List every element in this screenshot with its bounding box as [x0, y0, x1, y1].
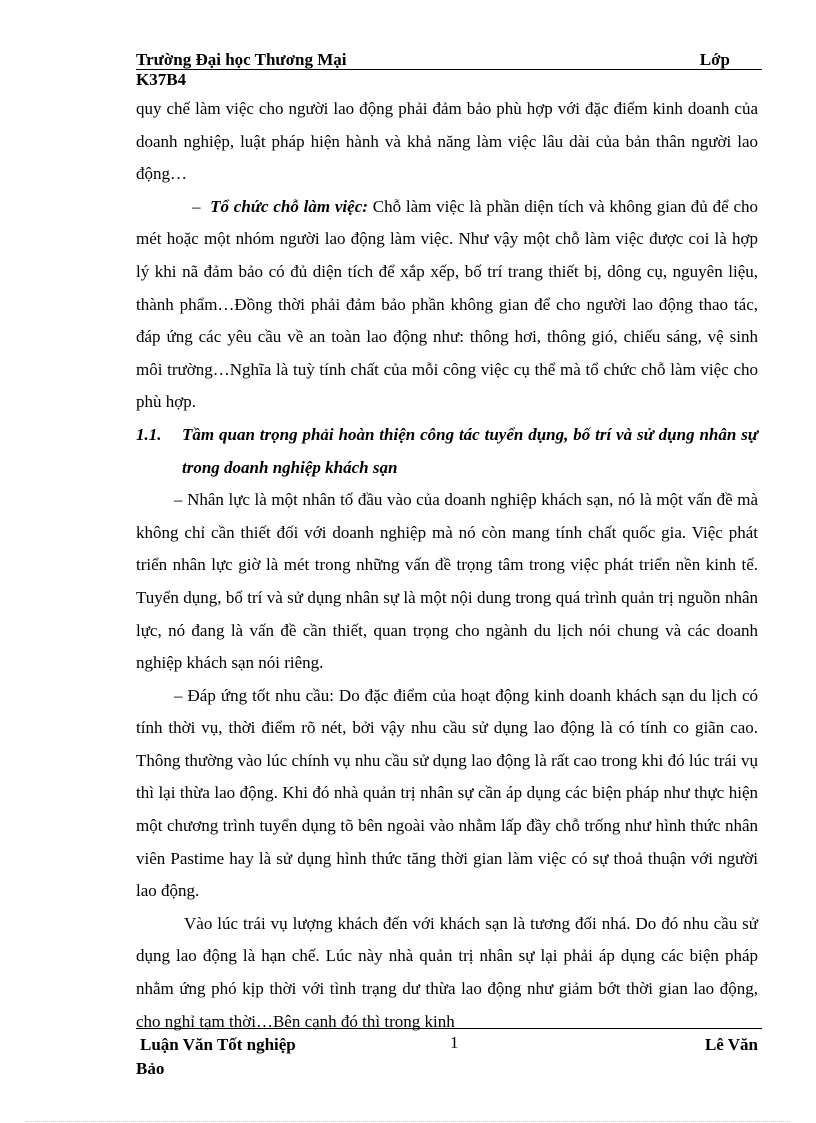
section-number: 1.1.	[136, 424, 162, 444]
paragraph-off-season: Vào lúc trái vụ lượng khách đến với khách sạn là tương đối nhá. Do đó nhu cầu sử dụng lao động là hạn chế. Lúc này nhà quản trị nhân sự lại phải áp dụng các biện pháp nhằm ứng phó kịp thời với tình trạng dư thừa lao động như giảm bớt thời gian lao động, cho nghỉ tạm thời…Bên cạnh đó thì trong kinh	[136, 913, 758, 1031]
workplace-text: Chỗ làm việc là phần diện tích và không gian đủ để cho mét hoặc một nhóm người lao động làm việc. Như vậy một chỗ làm việc được coi là hợp lý khi nã đảm bảo có đủ diện tích để xắp xếp, bố trí trang thiết bị, dông cụ, nguyên liệu, thành phẩm…Đồng thời phải đảm bảo phần không gian để cho người lao động thao tác, đáp ứng các yêu cầu về an toàn lao động như: thông hơi, thông gió, chiếu sáng, vệ sinh môi trường…Nghĩa là tuỳ tính chất của mỗi công việc cụ thể mà tổ chức chỗ làm việc cho phù hợp.	[136, 196, 759, 412]
paragraph-demand: – Đáp ứng tốt nhu cầu: Do đặc điểm của hoạt động kinh doanh khách sạn du lịch có tính thời vụ, thời điểm rõ nét, bởi vậy nhu cầu sử dụng lao động là có tính co giãn cao. Thông thường vào lúc chính vụ nhu cầu sử dụng lao động là rất cao trong khi đó lúc trái vụ thì lại thừa lao động. Khi đó nhà quản trị nhân sự cần áp dụng các biện pháp như thực hiện một chương trình tuyển dụng tõ bên ngoài vào nhằm lấp đầy chỗ trống như hình thức nhân viên Pastime hay là sử dụng hình thức tăng thời gian làm việc có sự thoả thuận với người lao động.	[136, 685, 758, 901]
header-university: Trường Đại học Thương Mại	[136, 50, 347, 69]
footer-row	[136, 1029, 762, 1059]
paragraph-1: quy chế làm việc cho người lao động phải đảm bảo phù hợp với đặc điểm kinh doanh của doanh nghiệp, luật pháp hiện hành và khả năng làm việc lâu dài của bản thân người lao động…	[136, 99, 758, 184]
footer-author-continuation: Bảo	[136, 1059, 165, 1078]
footer-author: Lê Văn	[704, 1035, 758, 1054]
body-text	[136, 93, 758, 1038]
workplace-heading: Tổ chức chỗ làm việc:	[210, 196, 368, 216]
header-class-label: Lớp	[699, 50, 730, 69]
section-title: Tầm quan trọng phải hoàn thiện công tác tuyển dụng, bố trí và sử dụng nhân sự trong doanh nghiệp khách sạn	[182, 424, 758, 477]
paragraph-human-resources: – Nhân lực là một nhân tố đầu vào của doanh nghiệp khách sạn, nó là một vấn đề mà không chỉ cần thiết đối với doanh nghiệp mà nó còn mang tính chất quốc gia. Việc phát triển nhân lực giờ là mét trong những vấn đề trọng tâm trong việc phát triển nền kinh tế. Tuyển dụng, bố trí và sử dụng nhân sự là một nội dung trong quá trình quản trị nguồn nhân lực, nó đang là vấn đề cần thiết, quan trọng cho ngành du lịch nói chung và các doanh nghiệp khách sạn nói riêng.	[136, 490, 758, 673]
page-header	[136, 50, 762, 89]
page-bottom-divider	[26, 1121, 790, 1122]
section-heading	[136, 419, 758, 484]
paragraph-workplace	[136, 191, 758, 419]
page-footer	[136, 1028, 762, 1078]
header-class-code: K37B4	[136, 70, 187, 89]
header-line	[136, 50, 762, 70]
footer-thesis-label: Luận Văn Tốt nghiệp	[140, 1035, 296, 1054]
page-number: 1	[450, 1033, 459, 1052]
dash-bullet: –	[192, 196, 201, 216]
